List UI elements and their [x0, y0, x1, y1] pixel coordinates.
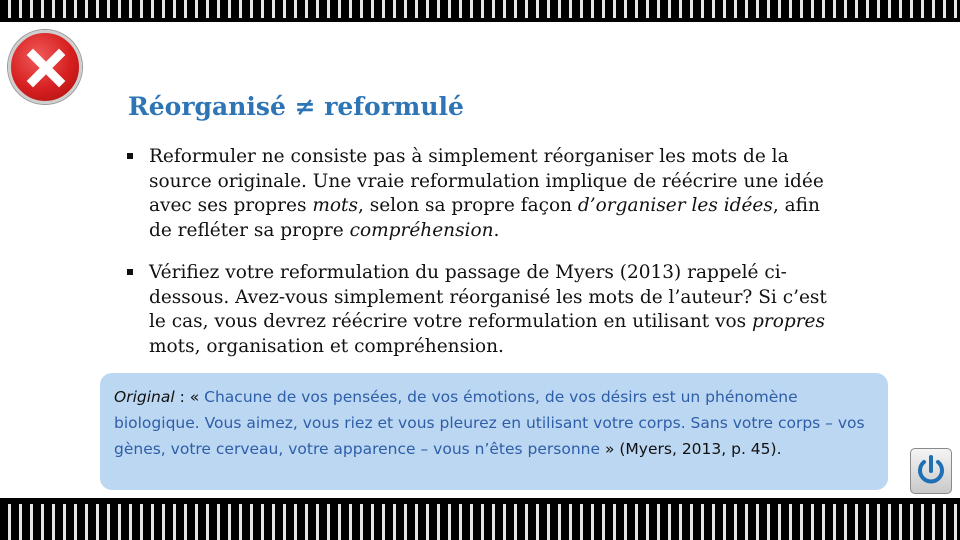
emphasis-text: propres: [752, 311, 825, 332]
close-icon[interactable]: [8, 30, 82, 104]
emphasis-text: compréhension: [349, 219, 494, 241]
bullet-text: Vérifiez votre reformulation du passage de Myers (2013) rappelé ci-dessous. Avez-vous simplement réorganisé les mots de l’auteur? Si c’est le cas, vous devrez réécrire votre reformulation en utilisant vos: [149, 262, 827, 332]
original-quote-box: [100, 373, 888, 490]
bullet-text: , afin de refléter sa propre: [149, 195, 820, 241]
bullet-item-1: [127, 145, 847, 243]
emphasis-text: mots: [312, 195, 358, 216]
bullet-item-2: [127, 261, 847, 359]
bullet-marker: [127, 269, 133, 275]
emphasis-text: d’organiser les idées: [577, 195, 773, 216]
bullet-text: , selon sa propre façon: [357, 195, 578, 216]
bullet-text: mots, organisation et compréhension.: [149, 335, 504, 357]
slide-title: Réorganisé ≠ reformulé: [128, 92, 464, 121]
bullet-text: Reformuler ne consiste pas à simplement réorganiser les mots de la source originale. Une vraie reformulation implique de réécrire une idée avec ses propres: [149, 146, 824, 216]
bottom-border-stripes: [0, 500, 960, 540]
quote-body: Chacune de vos pensées, de vos émotions, de vos désirs est un phénomène biologique. Vous aimez, vous riez et vous pleurez en utilisant votre corps. Sans votre corps – vos gènes, votre cerveau, votre apparence – vous n’êtes personne: [114, 388, 865, 458]
quote-separator: : «: [174, 388, 205, 406]
quote-label: Original: [114, 388, 175, 406]
top-border-stripes: [0, 0, 960, 18]
bullet-marker: [127, 153, 133, 159]
bullet-list: [127, 145, 847, 377]
quote-citation: » (Myers, 2013, p. 45).: [600, 440, 782, 458]
bullet-text: .: [493, 219, 500, 241]
close-x-glyph: [25, 47, 67, 89]
power-icon: [914, 452, 948, 490]
power-button[interactable]: [910, 448, 952, 494]
